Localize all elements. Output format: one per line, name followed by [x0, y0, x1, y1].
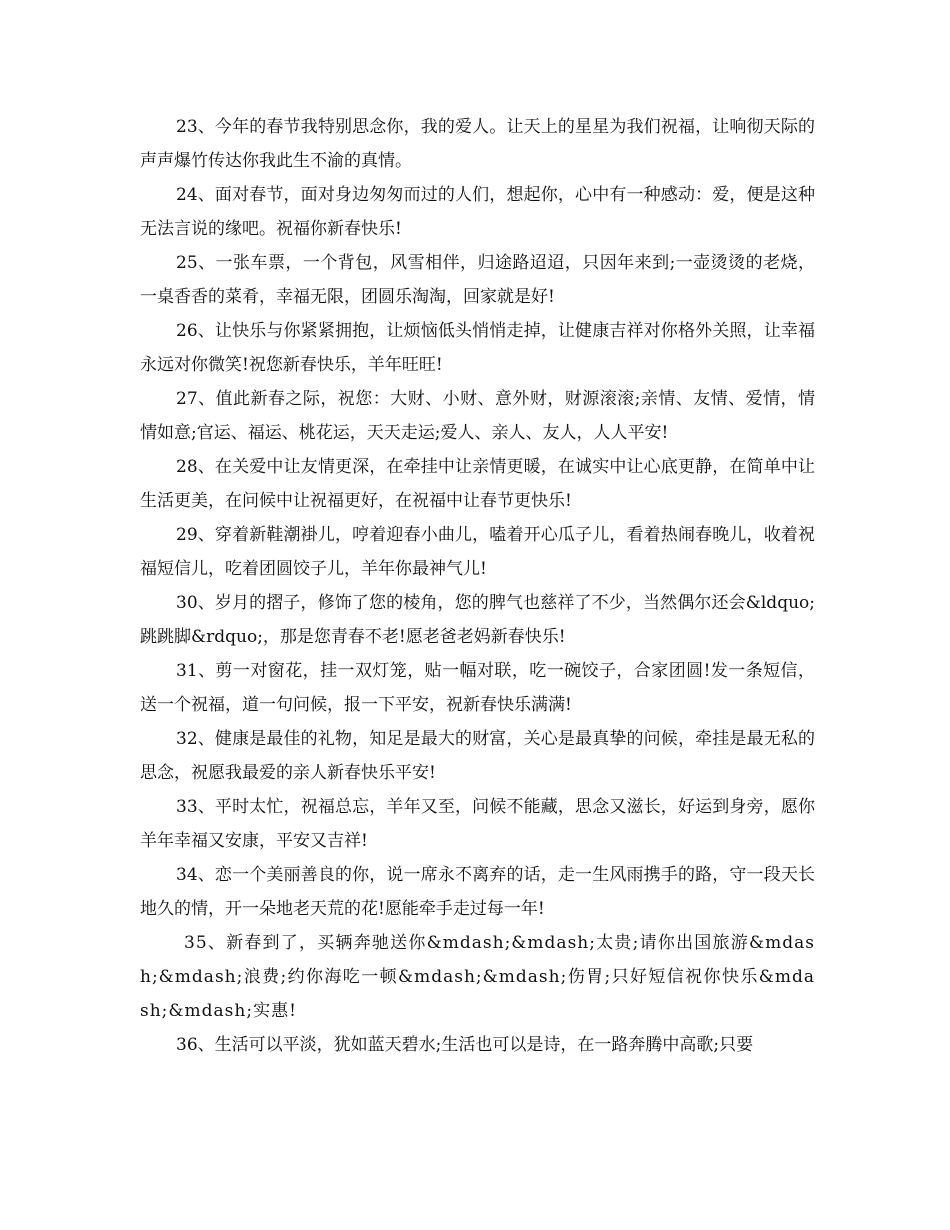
paragraph-27: 27、值此新春之际，祝您：大财、小财、意外财，财源滚滚;亲情、友情、爱情，情情如意;官运、福运、桃花运，天天走运;爱人、亲人、友人，人人平安! [140, 389, 815, 443]
paragraph-26: 26、让快乐与你紧紧拥抱，让烦恼低头悄悄走掉，让健康吉祥对你格外关照，让幸福永远对你微笑!祝您新春快乐，羊年旺旺! [140, 321, 815, 375]
paragraph-35: 35、新春到了，买辆奔驰送你&mdash;&mdash;太贵;请你出国旅游&mdash;&mdash;浪费;约你海吃一顿&mdash;&mdash;伤胃;只好短信祝你快乐&mdash;&mdash;实惠! [140, 933, 815, 1021]
paragraph-32: 32、健康是最佳的礼物，知足是最大的财富，关心是最真挚的问候，牵挂是最无私的思念，祝愿我最爱的亲人新春快乐平安! [140, 729, 815, 783]
paragraph-30: 30、岁月的摺子，修饰了您的棱角，您的脾气也慈祥了不少，当然偶尔还会&ldquo;跳跳脚&rdquo;，那是您青春不老!愿老爸老妈新春快乐! [140, 593, 815, 647]
paragraph-29: 29、穿着新鞋潮褂儿，哼着迎春小曲儿，嗑着开心瓜子儿，看着热闹春晚儿，收着祝福短信儿，吃着团圆饺子儿，羊年你最神气儿! [140, 525, 815, 579]
paragraph-33: 33、平时太忙，祝福总忘，羊年又至，问候不能藏，思念又滋长，好运到身旁，愿你羊年幸福又安康，平安又吉祥! [140, 797, 815, 851]
paragraph-34: 34、恋一个美丽善良的你，说一席永不离弃的话，走一生风雨携手的路，守一段天长地久的情，开一朵地老天荒的花!愿能牵手走过每一年! [140, 865, 815, 919]
paragraph-24: 24、面对春节，面对身边匆匆而过的人们，想起你，心中有一种感动：爱，便是这种无法言说的缘吧。祝福你新春快乐! [140, 185, 815, 239]
paragraph-31: 31、剪一对窗花，挂一双灯笼，贴一幅对联，吃一碗饺子，合家团圆!发一条短信，送一个祝福，道一句问候，报一下平安，祝新春快乐满满! [140, 661, 815, 715]
paragraph-28: 28、在关爱中让友情更深，在牵挂中让亲情更暖，在诚实中让心底更静，在简单中让生活更美，在问候中让祝福更好，在祝福中让春节更快乐! [140, 457, 815, 511]
paragraph-25: 25、一张车票，一个背包，风雪相伴，归途路迢迢，只因年来到;一壶烫烫的老烧，一桌香香的菜肴，幸福无限，团圆乐淘淘，回家就是好! [140, 253, 815, 307]
document-body [140, 110, 815, 1062]
paragraph-23: 23、今年的春节我特别思念你，我的爱人。让天上的星星为我们祝福，让响彻天际的声声爆竹传达你我此生不渝的真情。 [140, 117, 815, 171]
paragraph-36: 36、生活可以平淡，犹如蓝天碧水;生活也可以是诗，在一路奔腾中高歌;只要 [176, 1035, 754, 1055]
